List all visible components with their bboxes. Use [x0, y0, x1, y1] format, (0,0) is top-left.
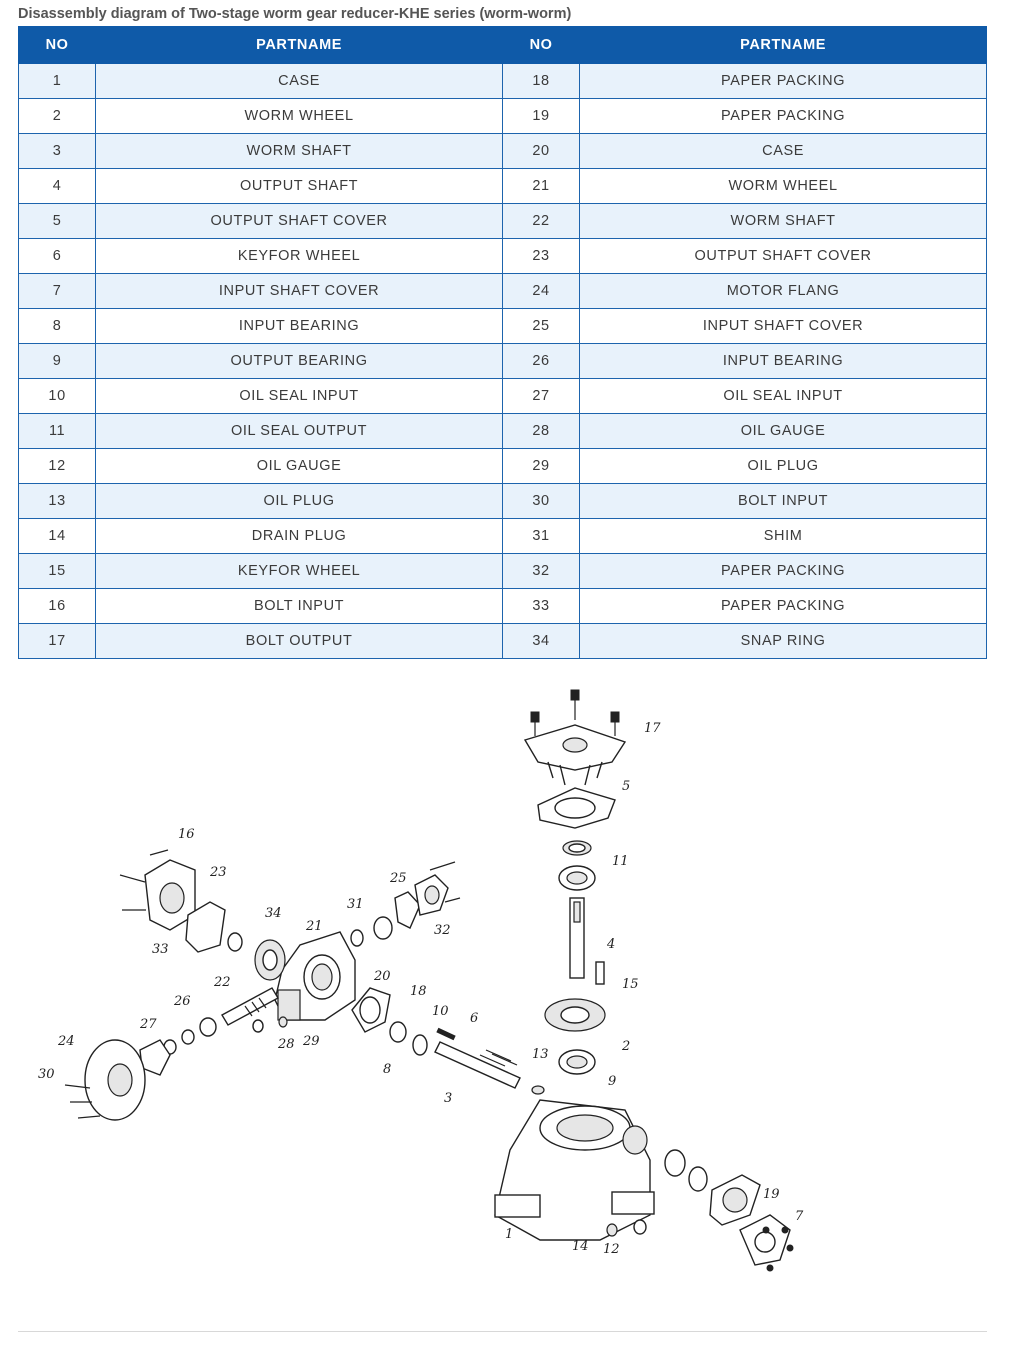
part-name-cell: WORM SHAFT	[96, 134, 503, 169]
part-number-cell: 30	[502, 484, 579, 519]
part-number-cell: 13	[19, 484, 96, 519]
table-header-row	[19, 27, 987, 64]
part-number-cell: 23	[502, 239, 579, 274]
disassembly-diagram	[0, 670, 1024, 1310]
callout-label: 6	[470, 1011, 479, 1026]
part-name-cell: WORM WHEEL	[580, 169, 987, 204]
table-row	[19, 624, 987, 659]
part-number-cell: 9	[19, 344, 96, 379]
callout-label: 3	[444, 1091, 453, 1106]
table-row	[19, 379, 987, 414]
part-name-cell: KEYFOR WHEEL	[96, 554, 503, 589]
table-row	[19, 449, 987, 484]
callout-label: 19	[763, 1187, 780, 1202]
table-row	[19, 589, 987, 624]
part-name-cell: OUTPUT SHAFT COVER	[96, 204, 503, 239]
horizontal-assembly	[65, 850, 520, 1120]
part-number-cell: 6	[19, 239, 96, 274]
callout-label: 34	[265, 906, 282, 921]
part-name-cell: OUTPUT SHAFT	[96, 169, 503, 204]
callout-label: 25	[390, 871, 407, 886]
callout-label: 21	[306, 919, 323, 934]
part-number-cell: 2	[19, 99, 96, 134]
part-name-cell: OIL GAUGE	[96, 449, 503, 484]
part-number-cell: 20	[502, 134, 579, 169]
callout-label: 27	[140, 1017, 157, 1032]
part-name-cell: SHIM	[580, 519, 987, 554]
part-number-cell: 16	[19, 589, 96, 624]
part-name-cell: OIL PLUG	[96, 484, 503, 519]
callout-label: 22	[214, 975, 231, 990]
part-number-cell: 14	[19, 519, 96, 554]
table-row	[19, 414, 987, 449]
part-name-cell: PAPER PACKING	[580, 554, 987, 589]
part-name-cell: OIL SEAL INPUT	[580, 379, 987, 414]
part-number-cell: 18	[502, 64, 579, 99]
part-number-cell: 31	[502, 519, 579, 554]
part-name-cell: CASE	[96, 64, 503, 99]
table-row	[19, 169, 987, 204]
part-name-cell: INPUT BEARING	[580, 344, 987, 379]
callout-label: 31	[347, 897, 364, 912]
callout-label: 23	[210, 865, 227, 880]
part-number-cell: 10	[19, 379, 96, 414]
callout-label: 29	[303, 1034, 320, 1049]
callout-label: 16	[178, 827, 195, 842]
part-number-cell: 1	[19, 64, 96, 99]
part-name-cell: BOLT INPUT	[96, 589, 503, 624]
part-number-cell: 32	[502, 554, 579, 589]
callout-label: 7	[795, 1209, 804, 1224]
part-number-cell: 22	[502, 204, 579, 239]
part-name-cell: BOLT INPUT	[580, 484, 987, 519]
part-name-cell: OIL SEAL OUTPUT	[96, 414, 503, 449]
part-name-cell: KEYFOR WHEEL	[96, 239, 503, 274]
part-name-cell: PAPER PACKING	[580, 99, 987, 134]
part-number-cell: 29	[502, 449, 579, 484]
part-name-cell: OIL GAUGE	[580, 414, 987, 449]
part-name-cell: OUTPUT SHAFT COVER	[580, 239, 987, 274]
callout-label: 26	[174, 994, 191, 1009]
callout-label: 33	[152, 942, 169, 957]
part-name-cell: PAPER PACKING	[580, 64, 987, 99]
callout-label: 28	[278, 1037, 295, 1052]
table-row	[19, 484, 987, 519]
callout-label: 5	[622, 779, 631, 794]
header-partname-right: PARTNAME	[580, 27, 987, 64]
part-name-cell: WORM SHAFT	[580, 204, 987, 239]
callout-label: 20	[374, 969, 391, 984]
part-number-cell: 17	[19, 624, 96, 659]
part-name-cell: OIL PLUG	[580, 449, 987, 484]
callout-label: 15	[622, 977, 639, 992]
part-name-cell: SNAP RING	[580, 624, 987, 659]
page-title: Disassembly diagram of Two-stage worm gear reducer-KHE series (worm-worm)	[18, 6, 572, 22]
table-row	[19, 239, 987, 274]
callout-label: 9	[608, 1074, 617, 1089]
part-number-cell: 8	[19, 309, 96, 344]
callout-label: 8	[383, 1062, 392, 1077]
table-row	[19, 309, 987, 344]
callout-label: 14	[572, 1239, 589, 1254]
table-row	[19, 64, 987, 99]
part-number-cell: 34	[502, 624, 579, 659]
table-row	[19, 134, 987, 169]
table-row	[19, 344, 987, 379]
part-number-cell: 15	[19, 554, 96, 589]
callout-label: 2	[622, 1039, 631, 1054]
part-name-cell: PAPER PACKING	[580, 589, 987, 624]
table-row	[19, 99, 987, 134]
part-name-cell: OUTPUT BEARING	[96, 344, 503, 379]
part-name-cell: MOTOR FLANG	[580, 274, 987, 309]
callout-label: 10	[432, 1004, 449, 1019]
part-name-cell: INPUT BEARING	[96, 309, 503, 344]
part-name-cell: OIL SEAL INPUT	[96, 379, 503, 414]
part-name-cell: CASE	[580, 134, 987, 169]
table-row	[19, 204, 987, 239]
callout-label: 1	[505, 1227, 514, 1242]
table-row	[19, 274, 987, 309]
part-number-cell: 5	[19, 204, 96, 239]
part-number-cell: 21	[502, 169, 579, 204]
callout-label: 17	[644, 721, 661, 736]
part-number-cell: 24	[502, 274, 579, 309]
part-number-cell: 7	[19, 274, 96, 309]
part-number-cell: 25	[502, 309, 579, 344]
header-no-right: NO	[502, 27, 579, 64]
header-partname-left: PARTNAME	[96, 27, 503, 64]
vertical-assembly	[495, 690, 793, 1271]
callout-label: 32	[434, 923, 451, 938]
callout-label: 24	[58, 1034, 75, 1049]
part-name-cell: WORM WHEEL	[96, 99, 503, 134]
part-number-cell: 11	[19, 414, 96, 449]
callout-label: 18	[410, 984, 427, 999]
part-number-cell: 33	[502, 589, 579, 624]
callout-label: 4	[607, 937, 616, 952]
part-name-cell: INPUT SHAFT COVER	[580, 309, 987, 344]
part-number-cell: 27	[502, 379, 579, 414]
part-number-cell: 3	[19, 134, 96, 169]
part-number-cell: 4	[19, 169, 96, 204]
callout-label: 30	[38, 1067, 55, 1082]
callout-label: 11	[612, 854, 629, 869]
parts-table-body	[19, 64, 987, 659]
part-number-cell: 12	[19, 449, 96, 484]
header-no-left: NO	[19, 27, 96, 64]
callout-label: 12	[603, 1242, 620, 1257]
bottom-divider	[18, 1331, 987, 1332]
callout-label: 13	[532, 1047, 549, 1062]
part-name-cell: INPUT SHAFT COVER	[96, 274, 503, 309]
table-row	[19, 554, 987, 589]
part-number-cell: 28	[502, 414, 579, 449]
parts-table	[18, 26, 987, 659]
table-row	[19, 519, 987, 554]
part-number-cell: 19	[502, 99, 579, 134]
part-name-cell: BOLT OUTPUT	[96, 624, 503, 659]
part-name-cell: DRAIN PLUG	[96, 519, 503, 554]
part-number-cell: 26	[502, 344, 579, 379]
